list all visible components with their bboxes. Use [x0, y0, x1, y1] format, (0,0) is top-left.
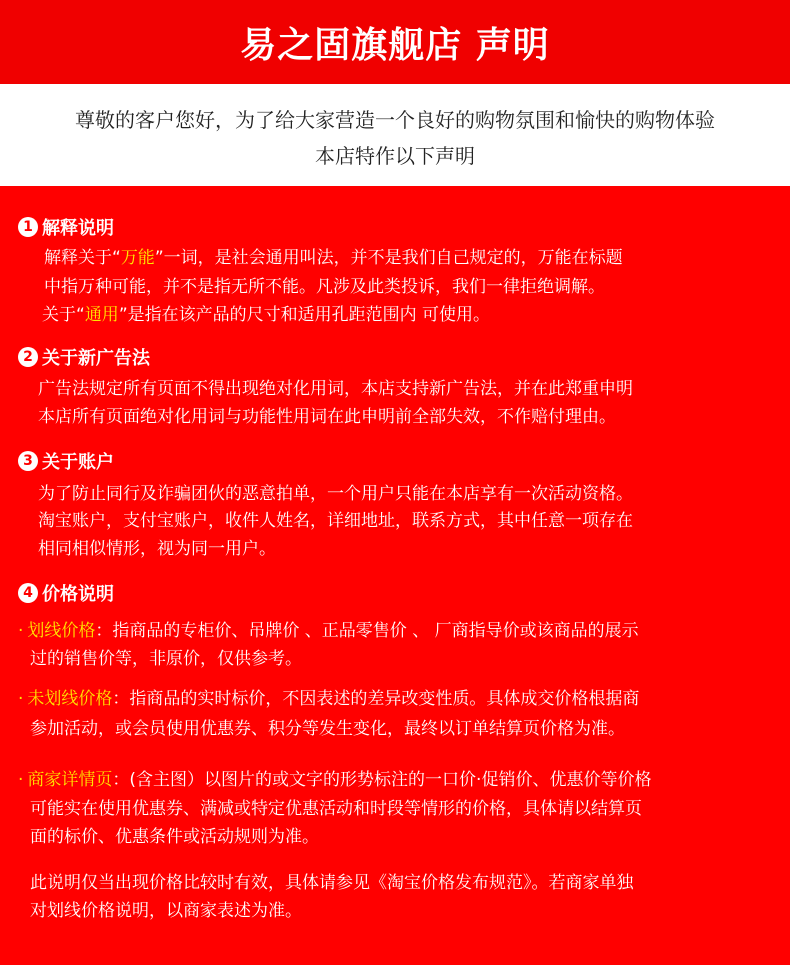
text-span: ：(含主图）以图片的或文字的形势标注的一口价·促销价、优惠价等价格: [112, 770, 652, 790]
bullet-dot: ·: [18, 621, 24, 641]
number-badge-3: 3: [18, 451, 38, 471]
section-3-heading: 关于账户: [42, 452, 114, 473]
section-1-line-3: [42, 304, 490, 326]
text-span: ”一词，是社会通用叫法，并不是我们自己规定的，万能在标题: [154, 248, 623, 268]
price-label-non-strikethrough: 未划线价格: [27, 689, 113, 709]
price-item-3-line-2: 可能实在使用优惠券、满减或特定优惠活动和时段等情形的价格，具体请以结算页: [30, 799, 642, 819]
section-1-line-2: 中指万种可能，并不是指无所不能。凡涉及此类投诉，我们一律拒绝调解。: [44, 277, 605, 297]
highlight-tongyong: 通用: [84, 305, 119, 325]
section-1-heading: 解释说明: [42, 218, 114, 239]
number-badge-4: 4: [18, 583, 38, 603]
price-item-1-line-1: [18, 620, 639, 642]
bullet-dot: ·: [18, 770, 24, 790]
price-item-2-line-1: [18, 688, 639, 710]
price-item-1-line-2: 过的销售价等，非原价，仅供参考。: [30, 649, 302, 669]
section-4-title: [18, 580, 114, 606]
section-3-line-1: 为了防止同行及诈骗团伙的恶意拍单，一个用户只能在本店享有一次活动资格。: [38, 484, 633, 504]
text-span: ”是指在该产品的尺寸和适用孔距范围内 可使用。: [118, 305, 491, 325]
number-badge-1: 1: [18, 217, 38, 237]
statement-content: [0, 186, 790, 965]
page-title: 易之固旗舰店 声明: [240, 24, 550, 66]
section-1-title: [18, 214, 114, 240]
intro-line-2: 本店特作以下声明: [315, 144, 475, 168]
price-item-3-line-3: 面的标价、优惠条件或活动规则为准。: [30, 827, 319, 847]
section-1-line-1: [44, 247, 623, 269]
price-label-detail-page: 商家详情页: [27, 770, 113, 790]
highlight-wanneng: 万能: [120, 248, 155, 268]
intro-line-1: 尊敬的客户您好，为了给大家营造一个良好的购物氛围和愉快的购物体验: [75, 108, 715, 132]
section-2-heading: 关于新广告法: [42, 348, 150, 369]
text-span: 解释关于“: [44, 248, 121, 268]
intro-box: [0, 84, 790, 186]
bullet-dot: ·: [18, 689, 24, 709]
section-3-line-3: 相同相似情形，视为同一用户。: [38, 539, 276, 559]
section-2-line-2: 本店所有页面绝对化用词与功能性用词在此申明前全部失效，不作赔付理由。: [38, 407, 616, 427]
number-badge-2: 2: [18, 347, 38, 367]
price-item-2-line-2: 参加活动，或会员使用优惠券、积分等发生变化，最终以订单结算页价格为准。: [30, 719, 625, 739]
footer-line-2: 对划线价格说明，以商家表述为准。: [30, 901, 302, 921]
price-label-strikethrough: 划线价格: [27, 621, 96, 641]
section-2-title: [18, 344, 150, 370]
section-3-title: [18, 448, 114, 474]
text-span: ：指商品的专柜价、吊牌价 、正品零售价 、 厂商指导价或该商品的展示: [95, 621, 639, 641]
section-2-line-1: 广告法规定所有页面不得出现绝对化用词，本店支持新广告法，并在此郑重申明: [38, 379, 633, 399]
section-4-heading: 价格说明: [42, 584, 114, 605]
section-3-line-2: 淘宝账户，支付宝账户，收件人姓名，详细地址，联系方式，其中任意一项存在: [38, 511, 633, 531]
price-item-3-line-1: [18, 769, 651, 791]
text-span: ：指商品的实时标价，不因表述的差异改变性质。具体成交价格根据商: [112, 689, 640, 709]
header-banner: [0, 0, 790, 84]
footer-line-1: 此说明仅当出现价格比较时有效，具体请参见《淘宝价格发布规范》。若商家单独: [30, 873, 634, 893]
text-span: 关于“: [42, 305, 85, 325]
